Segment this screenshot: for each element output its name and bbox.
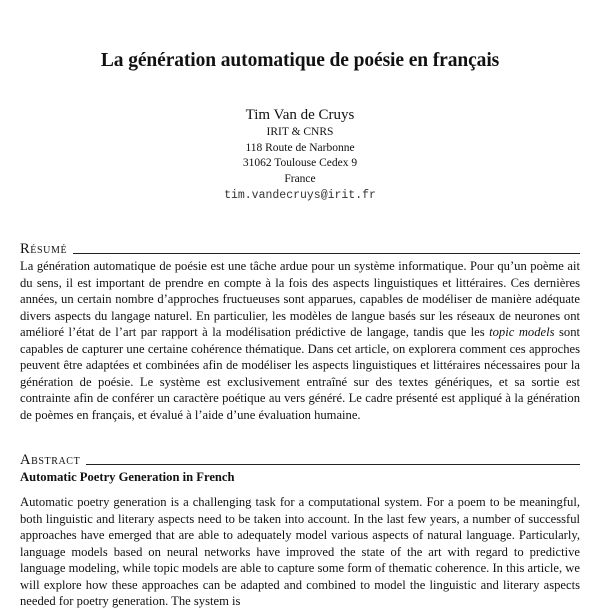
- author-city: 31062 Toulouse Cedex 9: [242, 157, 358, 169]
- abstract-body: [20, 494, 580, 610]
- resume-emphasis-topic-models: topic models: [489, 325, 555, 339]
- resume-body: [20, 258, 580, 423]
- author-name: Tim Van de Cruys: [245, 107, 355, 123]
- author-street: 118 Route de Narbonne: [245, 141, 355, 154]
- abstract-heading-rule: [86, 464, 580, 465]
- author-affiliation: IRIT & CNRS: [266, 126, 334, 138]
- abstract-english-title: Automatic Poetry Generation in French: [20, 470, 235, 484]
- author-email: tim.vandecruys@irit.fr: [224, 189, 376, 202]
- abstract-heading-label: Abstract: [20, 452, 81, 468]
- abstract-paragraph: Automatic poetry generation is a challenging task for a computational system. For a poem to be meaningful, both linguistic and literary aspects need to be taken into account. In the last few years, a number of successful approaches have emerged that are able to adequately model various aspects of natural language. Particularly, language models based on neural networks have improved the state of the art with regard to predictive language modeling, while topic models are able to capture some form of thematic coherence. In this article, we will explore how these approaches can be adapted and combined to model the linguistic and literary aspects needed for poetry generation. The system is: [20, 495, 580, 608]
- resume-text-part-1: La génération automatique de poésie est une tâche ardue pour un système informatique. Pour qu’un poème ait du sens, il est important de prendre en compte à la fois des aspects linguistiques et littéraires. Ces dernières années, un certain nombre d’approches fructueuses sont apparues, capables de modéliser de manière adéquate divers aspects du langage naturel. En particulier, les modèles de langue basés sur les réseaux de neurones ont amélioré l’état de l’art par rapport à la modélisation prédictive de langage, tandis que les: [20, 259, 580, 339]
- resume-heading-label: Résumé: [20, 241, 68, 257]
- abstract-section-heading: [20, 450, 580, 468]
- paper-title: La génération automatique de poésie en français: [100, 50, 500, 71]
- author-block: [0, 106, 600, 204]
- resume-text-part-2: sont capables de capturer une certaine cohérence thématique. Dans cet article, on explorera comment ces approches peuvent être adaptées et combinées afin de modéliser les aspects linguistiques et littéraires nécessaires pour la génération de poésie. Le système est exclusivement entraîné sur des textes génériques, et sa sortie est contrainte afin de conférer un caractère poétique au vers généré. Le cadre présenté est appliqué à la génération de poèmes en français, et évalué à l’aide d’une évaluation humaine.: [20, 325, 580, 422]
- author-country: France: [284, 172, 316, 185]
- resume-heading-rule: [73, 253, 580, 254]
- resume-section-heading: [20, 239, 580, 257]
- resume-paragraph: [20, 258, 580, 423]
